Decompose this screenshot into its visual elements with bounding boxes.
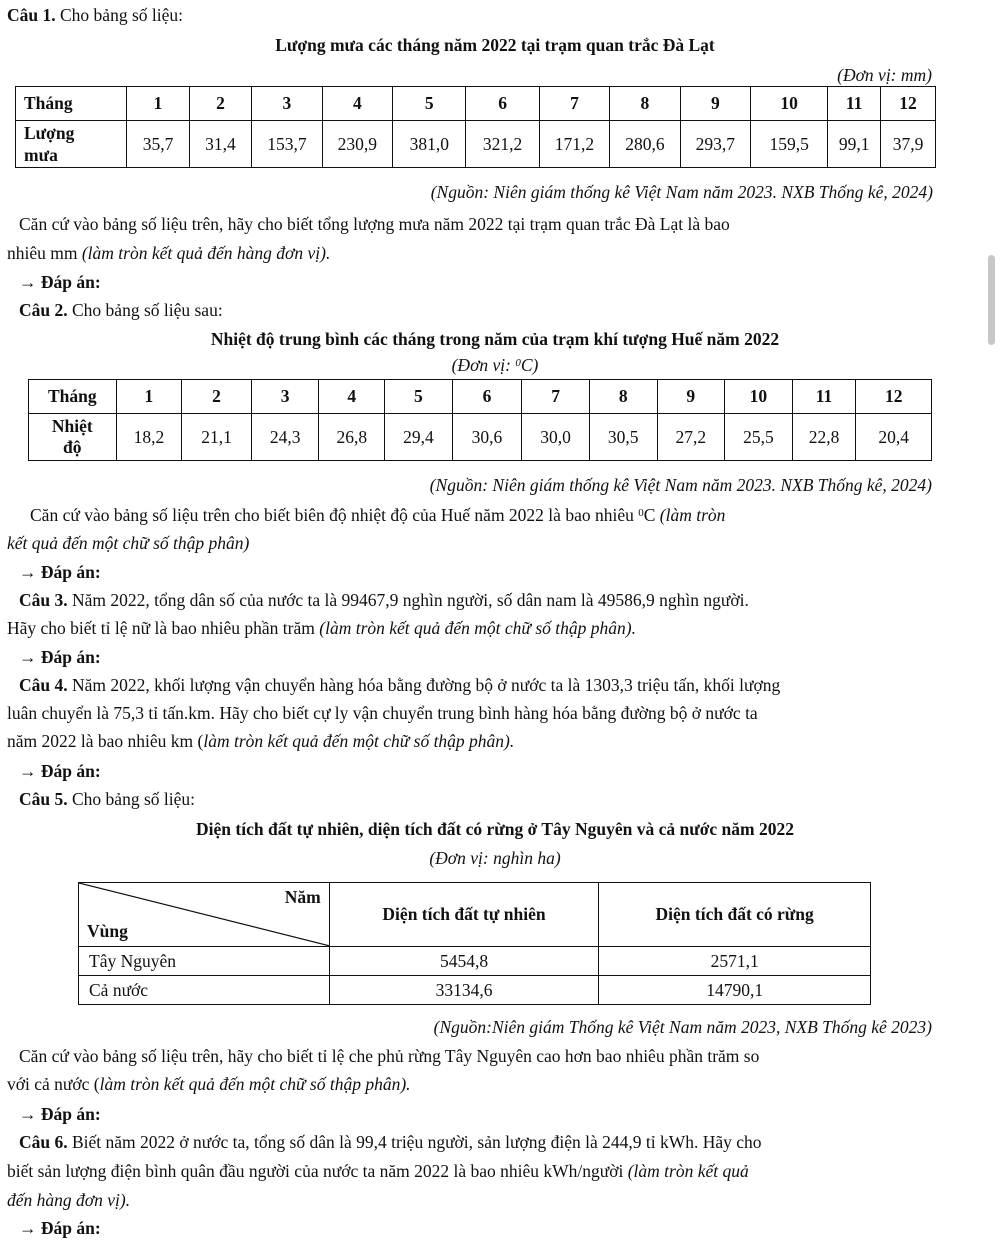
q5-diagonal-header	[79, 883, 330, 947]
q6-question-text: biết sản lượng điện bình quân đầu người của nước ta năm 2022 là bao nhiêu kWh/người	[7, 1161, 628, 1181]
q4-line3	[7, 730, 514, 752]
q5-year-header: Năm	[284, 887, 321, 907]
q3-line2	[7, 617, 636, 639]
q1-unit: (Đơn vị: mm)	[837, 65, 932, 85]
q1-value-cell: 171,2	[539, 121, 609, 168]
q2-value-cell: 22,8	[792, 414, 856, 461]
q2-heading	[19, 299, 223, 321]
q1-table-title: Lượng mưa các tháng năm 2022 tại trạm quan trắc Đà Lạt	[275, 35, 715, 55]
q1-value-cell: 35,7	[127, 121, 189, 168]
q6-label: Câu 6.	[19, 1132, 68, 1152]
q2-value-cell: 24,3	[251, 414, 319, 461]
q1-month-cell: 7	[539, 87, 609, 121]
q1-intro: Cho bảng số liệu:	[55, 5, 183, 25]
q4-question-note: làm tròn kết quả đến một chữ số thập phân).	[203, 731, 515, 751]
q1-month-cell: 2	[189, 87, 251, 121]
q2-unit-degree: 0	[515, 357, 521, 369]
table-row	[79, 947, 871, 976]
q1-month-cell: 4	[322, 87, 392, 121]
q3-label: Câu 3.	[19, 590, 68, 610]
q2-row1-label: Tháng	[29, 380, 117, 414]
q1-answer: → Đáp án:	[19, 272, 101, 292]
q1-rainfall-table	[15, 86, 936, 168]
q2-month-cell: 10	[725, 380, 793, 414]
q1-question-text: nhiêu mm	[7, 243, 82, 263]
q2-intro: Cho bảng số liệu sau:	[67, 300, 223, 320]
q5-question-line2	[7, 1073, 411, 1095]
q1-month-cell: 9	[680, 87, 750, 121]
q4-label: Câu 4.	[19, 675, 68, 695]
q3-question-text: Hãy cho biết tỉ lệ nữ là bao nhiêu phần trăm	[7, 618, 320, 638]
q2-question-degree: 0	[638, 507, 644, 519]
q1-value-cell: 230,9	[322, 121, 392, 168]
q2-value-cell: 30,6	[452, 414, 522, 461]
q1-question-note: (làm tròn kết quả đến hàng đơn vị).	[81, 243, 331, 263]
q2-month-cell: 4	[319, 380, 385, 414]
q3-answer: → Đáp án:	[19, 647, 101, 667]
q5-natural-cell: 33134,6	[329, 976, 599, 1005]
q4-line1	[19, 674, 780, 696]
q2-unit-symbol: C)	[520, 355, 539, 375]
q5-natural-cell: 5454,8	[329, 947, 599, 976]
scrollbar-thumb[interactable]	[988, 255, 995, 345]
q5-source: (Nguồn:Niên giám Thống kê Việt Nam năm 2023, NXB Thống kê 2023)	[433, 1017, 932, 1037]
q5-question-note: làm tròn kết quả đến một chữ số thập phân).	[99, 1074, 411, 1094]
q2-value-cell: 29,4	[385, 414, 453, 461]
q1-value-cell: 381,0	[393, 121, 466, 168]
q2-question-note: (làm tròn	[659, 505, 726, 525]
q1-question-line1: Căn cứ vào bảng số liệu trên, hãy cho biết tổng lượng mưa năm 2022 tại trạm quan trắc Đà Lạt là bao	[19, 214, 730, 234]
q1-value-cell: 159,5	[751, 121, 828, 168]
q5-question-line1: Căn cứ vào bảng số liệu trên, hãy cho biết tỉ lệ che phủ rừng Tây Nguyên cao hơn bao nhiêu phần trăm so	[19, 1046, 760, 1066]
q6-text: Biết năm 2022 ở nước ta, tổng số dân là 99,4 triệu người, sản lượng điện là 244,9 tỉ kWh. Hãy cho	[67, 1132, 762, 1152]
q5-region-header: Vùng	[87, 921, 128, 941]
q1-question-line2	[7, 242, 330, 264]
q5-forest-cell: 2571,1	[599, 947, 871, 976]
q1-label: Câu 1.	[7, 5, 56, 25]
q2-row2-label	[29, 414, 117, 461]
q2-temperature-table	[28, 379, 932, 461]
q1-value-cell: 321,2	[466, 121, 539, 168]
q2-month-cell: 2	[182, 380, 252, 414]
q1-month-row	[16, 87, 936, 121]
q3-line1	[19, 589, 749, 611]
q1-value-cell: 37,9	[881, 121, 936, 168]
q2-value-cell: 30,5	[589, 414, 657, 461]
q2-month-cell: 9	[657, 380, 725, 414]
q2-value-cell: 30,0	[522, 414, 590, 461]
q2-value-cell: 20,4	[856, 414, 932, 461]
q1-value-cell: 99,1	[828, 121, 881, 168]
q4-text: Năm 2022, khối lượng vận chuyển hàng hóa bằng đường bộ ở nước ta là 1303,3 triệu tấn, khối lượng	[67, 675, 781, 695]
q1-month-cell: 1	[127, 87, 189, 121]
q5-col-forest-area: Diện tích đất có rừng	[599, 883, 871, 947]
q1-month-cell: 10	[751, 87, 828, 121]
q2-source: (Nguồn: Niên giám thống kê Việt Nam năm 2023. NXB Thống kê, 2024)	[429, 475, 932, 495]
table-row	[79, 976, 871, 1005]
q2-table-title: Nhiệt độ trung bình các tháng trong năm của trạm khí tượng Huế năm 2022	[210, 329, 780, 349]
q2-month-cell: 12	[856, 380, 932, 414]
q6-line1	[19, 1131, 762, 1153]
q5-unit: (Đơn vị: nghìn ha)	[429, 848, 561, 868]
q1-heading	[7, 4, 183, 26]
q1-month-cell: 11	[828, 87, 881, 121]
q1-month-cell: 8	[610, 87, 680, 121]
q1-value-cell: 280,6	[610, 121, 680, 168]
q2-month-cell: 5	[385, 380, 453, 414]
q5-area-table	[78, 882, 871, 1005]
q5-header-row	[79, 883, 871, 947]
q1-value-cell: 293,7	[680, 121, 750, 168]
q2-row2-label-line1: Nhiệt	[51, 416, 93, 436]
q5-region-cell: Cả nước	[79, 976, 330, 1005]
q2-question-line1	[30, 504, 725, 526]
q5-region-cell: Tây Nguyên	[79, 947, 330, 976]
q1-month-cell: 6	[466, 87, 539, 121]
q2-question-line2: kết quả đến một chữ số thập phân)	[7, 533, 250, 553]
q6-question-note: (làm tròn kết quả	[627, 1161, 749, 1181]
q5-label: Câu 5.	[19, 789, 68, 809]
q3-question-note: (làm tròn kết quả đến một chữ số thập phân).	[319, 618, 636, 638]
q1-source: (Nguồn: Niên giám thống kê Việt Nam năm 2023. NXB Thống kê, 2024)	[430, 182, 933, 202]
q4-line2: luân chuyển là 75,3 tỉ tấn.km. Hãy cho biết cự ly vận chuyển trung bình hàng hóa bằng đường bộ ở nước ta	[7, 703, 758, 723]
q2-question-text: Căn cứ vào bảng số liệu trên cho biết biên độ nhiệt độ của Huế năm 2022 là bao nhiêu	[30, 505, 639, 525]
q6-line3: đến hàng đơn vị).	[7, 1190, 131, 1210]
q2-month-row	[29, 380, 932, 414]
q2-month-cell: 7	[522, 380, 590, 414]
q2-value-cell: 26,8	[319, 414, 385, 461]
q2-value-cell: 27,2	[657, 414, 725, 461]
q5-heading	[19, 788, 195, 810]
q4-answer: → Đáp án:	[19, 761, 101, 781]
q1-value-cell: 153,7	[252, 121, 322, 168]
q2-unit	[0, 354, 990, 376]
q6-line2	[7, 1160, 749, 1182]
q1-row2-label-line1: Lượng	[24, 123, 75, 143]
q2-temperature-row	[29, 414, 932, 461]
q2-row2-label-line2: độ	[63, 437, 82, 457]
q2-answer: → Đáp án:	[19, 562, 101, 582]
q1-row2-label	[16, 121, 127, 168]
q3-text: Năm 2022, tổng dân số của nước ta là 99467,9 nghìn người, số dân nam là 49586,9 nghìn người.	[67, 590, 749, 610]
q2-value-cell: 25,5	[725, 414, 793, 461]
q1-month-cell: 5	[393, 87, 466, 121]
q5-col-natural-area: Diện tích đất tự nhiên	[329, 883, 599, 947]
q1-value-cell: 31,4	[189, 121, 251, 168]
q4-question-text: năm 2022 là bao nhiêu km (	[7, 731, 204, 751]
q1-row2-label-line2: mưa	[24, 145, 58, 165]
q1-month-cell: 12	[881, 87, 936, 121]
q2-month-cell: 8	[589, 380, 657, 414]
q2-label: Câu 2.	[19, 300, 68, 320]
q2-value-cell: 18,2	[116, 414, 182, 461]
q1-rainfall-row	[16, 121, 936, 168]
q5-forest-cell: 14790,1	[599, 976, 871, 1005]
q1-row1-label: Tháng	[16, 87, 127, 121]
q5-answer: → Đáp án:	[19, 1104, 101, 1124]
q5-intro: Cho bảng số liệu:	[67, 789, 195, 809]
q2-question-symbol: C	[643, 505, 660, 525]
q2-unit-text: (Đơn vị:	[451, 355, 516, 375]
q2-value-cell: 21,1	[182, 414, 252, 461]
q2-month-cell: 3	[251, 380, 319, 414]
q2-month-cell: 1	[116, 380, 182, 414]
q2-month-cell: 11	[792, 380, 856, 414]
q5-question-text: với cả nước (	[7, 1074, 100, 1094]
q2-month-cell: 6	[452, 380, 522, 414]
q1-month-cell: 3	[252, 87, 322, 121]
q6-answer: → Đáp án:	[19, 1218, 101, 1238]
q5-table-title: Diện tích đất tự nhiên, diện tích đất có rừng ở Tây Nguyên và cả nước năm 2022	[196, 819, 794, 839]
